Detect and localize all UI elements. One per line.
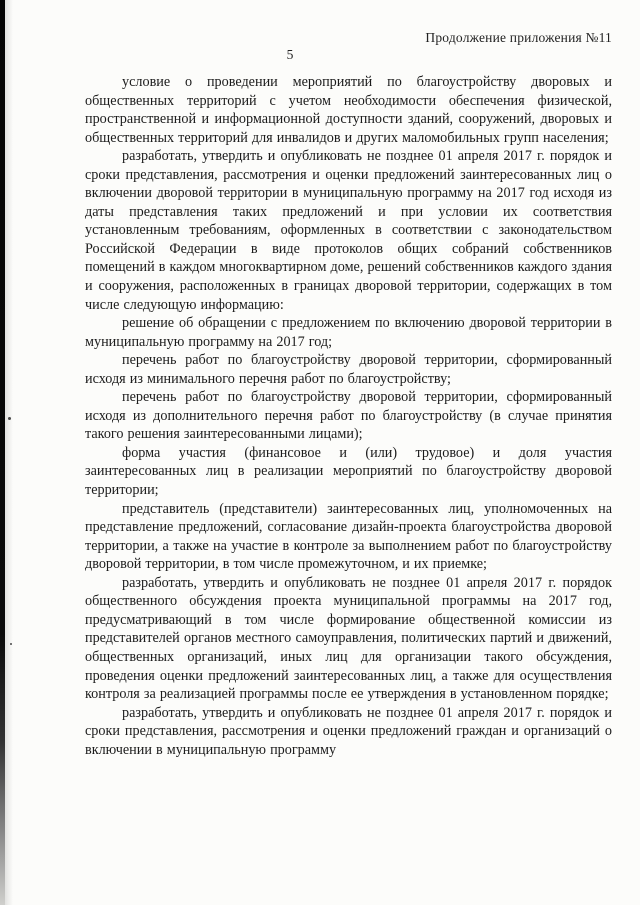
scan-edge-shadow bbox=[5, 0, 13, 905]
paragraph-public-discussion-procedure: разработать, утвердить и опубликовать не позднее 01 апреля 2017 г. порядок общественного обсуждения проекта муниципальной программы на 2017 год, предусматривающий в том числе формирование общественной комиссии из представителей органов местного самоуправления, политических партий и движений, общественных организаций, иных лиц для организации такого обсуждения, проведения оценки предложений заинтересованных лиц, а также для осуществления контроля за реализацией программы после ее утверждения в установленном порядке; bbox=[85, 574, 612, 703]
page-number: 5 bbox=[286, 47, 294, 62]
paragraph-participation-form: форма участия (финансовое и (или) трудовое) и доля участия заинтересованных лиц в реализации мероприятий по благоустройству дворовой территории; bbox=[85, 444, 612, 499]
paragraph-representatives: представитель (представители) заинтересованных лиц, уполномоченных на представление предложений, согласование дизайн-проекта благоустройства дворовой территории, а также на участие в контроле за выполнением работ по благоустройству дворовой территории, в том числе промежуточном, и их приемке; bbox=[85, 500, 612, 573]
scan-speck bbox=[8, 417, 11, 420]
appendix-continuation-header: Продолжение приложения №11 bbox=[425, 30, 612, 45]
paragraph-minimal-works-list: перечень работ по благоустройству дворовой территории, сформированный исходя из минимального перечня работ по благоустройству; bbox=[85, 352, 612, 387]
paragraph-develop-approve-publish-proposals: разработать, утвердить и опубликовать не позднее 01 апреля 2017 г. порядок и сроки представления, рассмотрения и оценки предложений заинтересованных лиц о включении дворовой территории в муниципальную программу на 2017 год исходя из даты представления таких предложений и при условии их соответствия установленным требованиям, оформленных в соответствии с законодательством Российской Федерации в виде протоколов общих собраний собственников помещений в каждом многоквартирном доме, решений собственников каждого здания и сооружения, расположенных в границах дворовой территории, содержащих в том числе следующую информацию: bbox=[85, 148, 612, 313]
document-body bbox=[85, 73, 612, 759]
paragraph-accessibility-condition: условие о проведении мероприятий по благоустройству дворовых и общественных территорий с учетом необходимости обеспечения физической, пространственной и информационной доступности зданий, сооружений, дворовых и общественных территорий для инвалидов и других маломобильных групп населения; bbox=[85, 74, 612, 146]
scan-speck bbox=[10, 643, 12, 645]
paragraph-additional-works-list: перечень работ по благоустройству дворовой территории, сформированный исходя из дополнительного перечня работ по благоустройству (в случае принятия такого решения заинтересованными лицами); bbox=[85, 389, 612, 443]
paragraph-inclusion-decision: решение об обращении с предложением по включению дворовой территории в муниципальную программу на 2017 год; bbox=[85, 315, 612, 350]
paragraph-citizens-organizations-proposals: разработать, утвердить и опубликовать не позднее 01 апреля 2017 г. порядок и сроки представления, рассмотрения и оценки предложений граждан и организаций о включении в муниципальную программу bbox=[85, 704, 612, 758]
